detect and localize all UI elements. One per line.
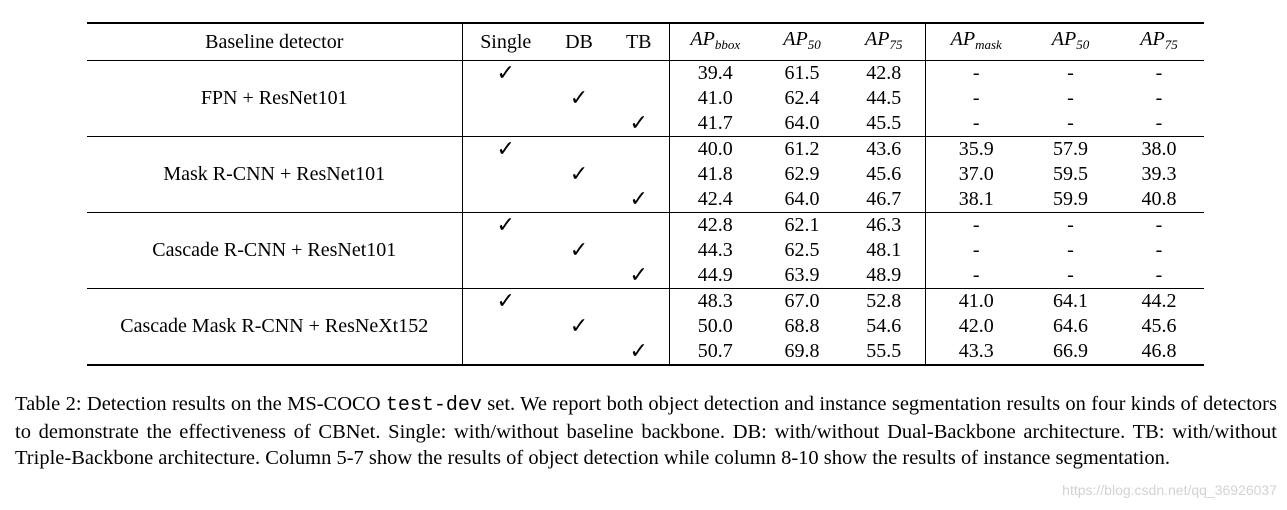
cell-db	[549, 61, 609, 87]
cell-db	[549, 187, 609, 213]
cell-tb	[609, 187, 669, 213]
cell-ap-mask: -	[925, 86, 1027, 111]
cell-ap-bbox: 42.8	[669, 213, 761, 239]
cell-ap75-bbox: 54.6	[866, 315, 902, 337]
cell-ap50-mask: -	[1067, 214, 1074, 236]
table-row	[87, 213, 1204, 239]
cell-ap50-mask: -	[1067, 112, 1074, 134]
check-mark-icon: ✓	[496, 61, 515, 86]
baseline-detector-name: Cascade Mask R-CNN + ResNeXt152	[120, 315, 429, 337]
cell-ap-bbox: 50.7	[669, 339, 761, 365]
cell-tb	[609, 339, 669, 365]
cell-single	[462, 86, 549, 111]
cell-ap-bbox: 48.3	[669, 289, 761, 315]
cell-ap50-bbox: 62.4	[784, 87, 820, 109]
cell-ap75-mask: -	[1155, 87, 1163, 109]
cell-ap-bbox: 50.0	[669, 314, 761, 339]
cell-single	[462, 263, 549, 289]
cell-ap50-bbox: 64.0	[784, 188, 820, 210]
cell-ap50-bbox: 62.1	[784, 214, 820, 236]
cell-ap50-mask: -	[1067, 87, 1074, 109]
cell-ap75-mask: -	[1155, 214, 1163, 236]
header-ap50-mask: $AP_{50}$	[1051, 28, 1090, 52]
cell-ap-mask: -	[925, 238, 1027, 263]
check-mark-icon: ✓	[629, 339, 648, 364]
header-row	[87, 23, 1204, 61]
cell-db	[549, 238, 609, 263]
cell-ap75-mask: 45.6	[1141, 315, 1177, 337]
cell-db	[549, 314, 609, 339]
cell-ap50-bbox: 61.2	[784, 138, 820, 160]
cell-ap75-mask: 46.8	[1141, 340, 1177, 362]
cell-tb	[609, 314, 669, 339]
cell-db	[549, 137, 609, 163]
cell-single	[462, 314, 549, 339]
cell-tb	[609, 289, 669, 315]
detector-group	[87, 137, 1204, 213]
cell-ap50-mask: 66.9	[1053, 340, 1088, 362]
detector-group	[87, 213, 1204, 289]
cell-ap-mask: -	[925, 263, 1027, 289]
header-ap-bbox: $AP_{bbox}$	[669, 23, 761, 61]
header-ap75-bbox: $AP_{75}$	[865, 28, 903, 52]
cell-ap50-bbox: 68.8	[784, 315, 820, 337]
baseline-detector-name: Cascade R-CNN + ResNet101	[152, 239, 397, 261]
cell-tb	[609, 86, 669, 111]
cell-ap50-mask: 64.6	[1053, 315, 1088, 337]
cell-ap50-mask: 59.9	[1053, 188, 1088, 210]
header-db: DB	[565, 30, 593, 53]
cell-single	[462, 137, 549, 163]
cell-ap50-bbox: 62.5	[784, 239, 820, 261]
check-mark-icon: ✓	[629, 111, 648, 136]
cell-ap50-mask: 59.5	[1053, 163, 1088, 185]
check-mark-icon: ✓	[569, 314, 589, 339]
header-tb: TB	[625, 30, 652, 53]
cell-ap50-bbox: 67.0	[784, 290, 820, 312]
cell-ap-bbox: 40.0	[669, 137, 761, 163]
cell-ap-mask: 35.9	[925, 137, 1027, 163]
cell-ap75-mask: -	[1155, 264, 1163, 286]
watermark: https://blog.csdn.net/qq_36926037	[1062, 482, 1277, 498]
cell-db	[549, 213, 609, 239]
header-ap75-mask: $AP_{75}$	[1140, 28, 1178, 52]
cell-ap-bbox: 39.4	[669, 61, 761, 87]
cell-ap50-bbox: 62.9	[784, 163, 820, 185]
cell-single	[462, 111, 549, 137]
cell-single	[462, 339, 549, 365]
table-row	[87, 61, 1204, 87]
cell-ap75-mask: 38.0	[1141, 138, 1177, 160]
caption-text-start: Table 2: Detection results on the MS-COCO	[15, 393, 386, 415]
cell-db	[549, 263, 609, 289]
cell-tb	[609, 111, 669, 137]
table-row	[87, 289, 1204, 315]
cell-ap-bbox: 41.8	[669, 162, 761, 187]
cell-ap50-bbox: 64.0	[784, 112, 820, 134]
cell-single	[462, 61, 549, 87]
check-mark-icon: ✓	[496, 289, 515, 314]
cell-ap50-mask: -	[1067, 264, 1074, 286]
cell-ap-mask: 38.1	[925, 187, 1027, 213]
cell-tb	[609, 162, 669, 187]
baseline-detector-name: FPN + ResNet101	[200, 87, 348, 109]
cell-ap75-bbox: 55.5	[866, 340, 902, 362]
cell-ap75-mask: 40.8	[1141, 188, 1177, 210]
cell-ap75-mask: -	[1155, 62, 1163, 84]
check-mark-icon: ✓	[569, 162, 589, 187]
cell-ap75-mask: -	[1155, 239, 1163, 261]
check-mark-icon: ✓	[496, 213, 515, 238]
cell-db	[549, 111, 609, 137]
cell-ap75-mask: -	[1155, 112, 1163, 134]
cell-ap50-mask: -	[1067, 62, 1074, 84]
detector-group	[87, 289, 1204, 366]
cell-ap75-bbox: 44.5	[866, 87, 902, 109]
detector-group	[87, 61, 1204, 137]
cell-ap50-bbox: 61.5	[784, 62, 820, 84]
cell-tb	[609, 238, 669, 263]
cell-ap-bbox: 42.4	[669, 187, 761, 213]
cell-ap75-bbox: 46.3	[866, 214, 902, 236]
cell-db	[549, 339, 609, 365]
caption-text-end: set. We report both object detection and instance segmentation results on four kinds of detectors to demonstrate the effectiveness of CBNet. Single: with/without baseline backbone. DB: with/without Dual-Backbone architecture. TB: with/without Triple-Backbone architecture. Column 5-7 show the results of object detection while column 8-10 show the results of instance segmentation.	[15, 393, 1277, 469]
cell-ap75-bbox: 48.9	[866, 264, 902, 286]
results-table	[87, 22, 1204, 366]
cell-ap75-bbox: 45.6	[866, 163, 902, 185]
cell-single	[462, 187, 549, 213]
cell-ap75-mask: 39.3	[1141, 163, 1177, 185]
cell-tb	[609, 263, 669, 289]
cell-ap50-mask: 64.1	[1053, 290, 1088, 312]
check-mark-icon: ✓	[569, 238, 589, 263]
header-single: Single	[462, 23, 549, 61]
header-ap50-bbox: $AP_{50}$	[783, 28, 821, 52]
cell-single	[462, 289, 549, 315]
cell-ap50-bbox: 69.8	[784, 340, 820, 362]
cell-ap75-bbox: 43.6	[866, 138, 902, 160]
cell-ap-mask: -	[925, 111, 1027, 137]
table-caption	[15, 391, 1277, 471]
check-mark-icon: ✓	[569, 86, 589, 111]
cell-single	[462, 238, 549, 263]
cell-tb	[609, 61, 669, 87]
cell-ap-bbox: 44.3	[669, 238, 761, 263]
cell-ap50-bbox: 63.9	[784, 264, 820, 286]
cell-ap-mask: 43.3	[925, 339, 1027, 365]
check-mark-icon: ✓	[629, 263, 648, 288]
cell-ap75-mask: 44.2	[1141, 290, 1177, 312]
check-mark-icon: ✓	[629, 187, 648, 212]
cell-ap-mask: 37.0	[925, 162, 1027, 187]
cell-ap75-bbox: 46.7	[866, 188, 902, 210]
cell-ap50-mask: -	[1067, 239, 1074, 261]
baseline-detector-name: Mask R-CNN + ResNet101	[163, 163, 386, 185]
cell-ap75-bbox: 48.1	[866, 239, 902, 261]
cell-single	[462, 162, 549, 187]
table-row	[87, 137, 1204, 163]
header-ap-mask: $AP_{mask}$	[925, 23, 1027, 61]
cell-db	[549, 162, 609, 187]
cell-ap75-bbox: 45.5	[866, 112, 902, 134]
cell-ap75-bbox: 52.8	[866, 290, 902, 312]
caption-code-test-dev: test-dev	[385, 394, 482, 417]
cell-ap-bbox: 44.9	[669, 263, 761, 289]
cell-db	[549, 86, 609, 111]
header-baseline-detector: Baseline detector	[205, 30, 344, 53]
cell-ap50-mask: 57.9	[1053, 138, 1088, 160]
cell-tb	[609, 213, 669, 239]
cell-ap-bbox: 41.7	[669, 111, 761, 137]
cell-single	[462, 213, 549, 239]
cell-ap-mask: -	[925, 61, 1027, 87]
cell-ap-mask: 41.0	[925, 289, 1027, 315]
cell-ap-mask: -	[925, 213, 1027, 239]
cell-db	[549, 289, 609, 315]
cell-ap75-bbox: 42.8	[866, 62, 902, 84]
cell-ap-mask: 42.0	[925, 314, 1027, 339]
check-mark-icon: ✓	[496, 137, 515, 162]
cell-ap-bbox: 41.0	[669, 86, 761, 111]
cell-tb	[609, 137, 669, 163]
